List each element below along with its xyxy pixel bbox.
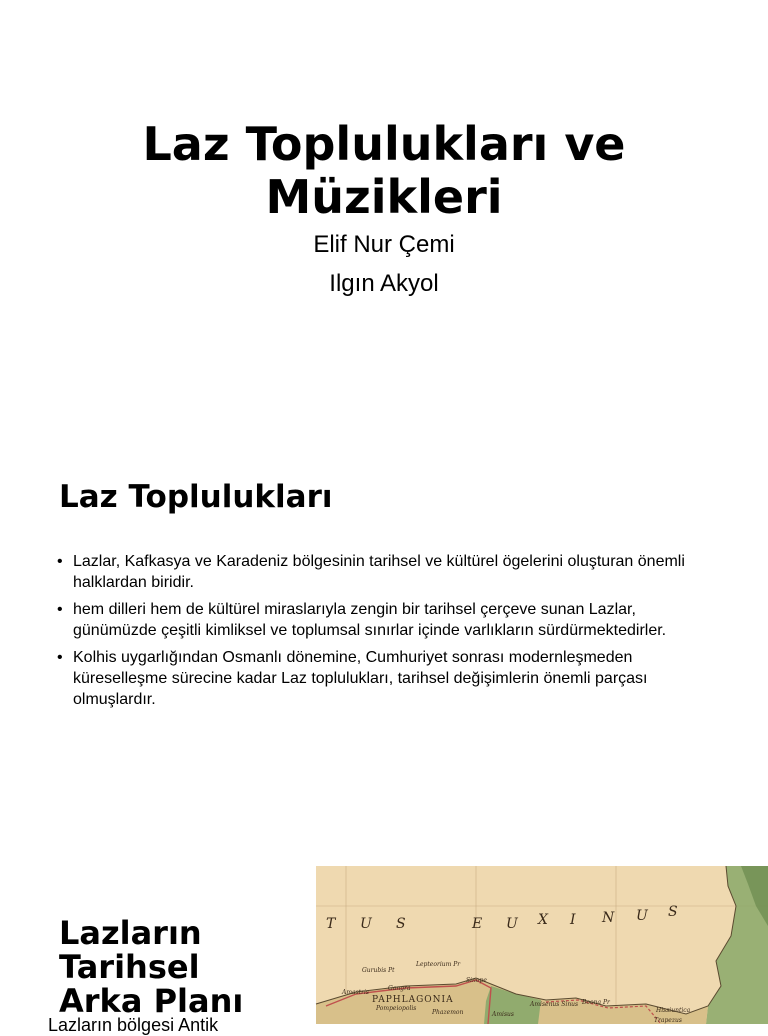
map-sea-letter: U [506,916,518,932]
historical-map-image [316,866,768,1024]
bullet-item [57,551,717,593]
bullet-item [57,599,717,641]
presentation-title: Laz Toplulukları ve Müzikleri [142,117,626,224]
map-sea-letter: U [636,908,648,924]
bullet-text: Lazlar, Kafkasya ve Karadeniz bölgesinin tarihsel ve kültürel ögelerini oluşturan önemli halklardan biridir. [73,553,685,591]
map-sea-letter: N [602,910,615,926]
map-sea-letter: S [668,904,678,920]
author-name-2: Ilgın Akyol [329,270,439,297]
map-label-hissiuntica: Hissiuntica [656,1007,691,1014]
bullet-list [57,551,717,716]
map-label-lepteorium: Lepteorium Pr [416,961,461,968]
map-label-trapezus: Trapezus [654,1017,682,1024]
map-label-gurubis: Gurubis Pt [362,967,395,974]
map-sea-letter: X [538,912,548,928]
map-label-gangra: Gangra [388,985,411,992]
map-label-pompeiopolis: Pompeiopolis [376,1005,417,1012]
map-label-amisus: Amisus [492,1011,514,1018]
content-slide-laz-communities [0,432,768,864]
author-name-1: Elif Nur Çemi [313,231,455,258]
bullet-text: hem dilleri hem de kültürel miraslarıyla zengin bir tarihsel çerçeve sunan Lazlar, günümüzde çeşitli kimliksel ve toplumsal sınırlar içinde varlıkların sürdürmektedirler. [73,601,667,639]
map-label-phazemon: Phazemon [432,1009,464,1016]
map-sea-letter: S [396,916,406,932]
slide-body-text: Lazların bölgesi Antik [48,1015,219,1035]
map-label-amisenus: Amisenus Sinus [530,1001,579,1008]
content-slide-historical-background [0,864,768,1035]
slide-heading: Lazların Tarihsel Arka Planı [59,914,244,1020]
map-label-paphlagonia: PAPHLAGONIA [372,995,454,1005]
map-sea-letter: E [472,916,483,932]
bullet-text: Kolhis uygarlığından Osmanlı dönemine, Cumhuriyet sonrası modernleşmeden küreselleşme sürecine kadar Laz toplulukları, tarihsel değişimlerin önemli parçası olmuşlardır. [73,649,648,708]
bullet-icon: • [57,601,63,618]
map-sea-letter: U [360,916,372,932]
slide-heading: Laz Toplulukları [59,479,333,515]
map-label-boona: Boona Pr [582,999,610,1006]
bullet-icon: • [57,649,63,666]
bullet-icon: • [57,553,63,570]
map-sea-letter: T [326,916,336,932]
title-slide [0,0,768,432]
map-label-amastris: Amastris [342,989,369,996]
bullet-item [57,647,717,710]
map-label-sinope: Sinope [466,977,487,984]
map-sea-letter: I [570,912,576,928]
